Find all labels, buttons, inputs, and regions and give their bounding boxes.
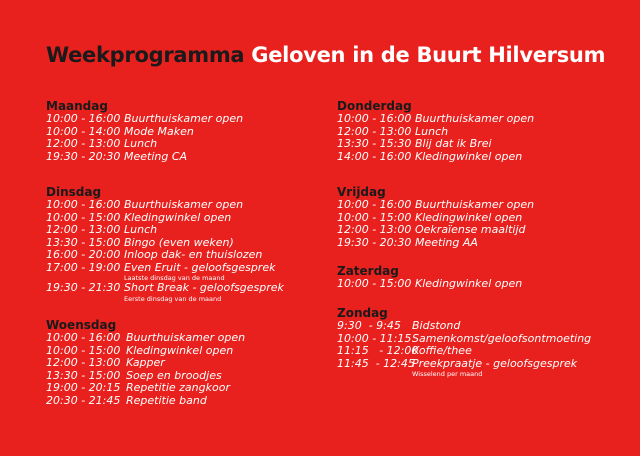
day-zondag [337,306,591,378]
activity: Buurthuiskamer open [124,112,244,125]
title-subtitle: Geloven in de Buurt Hilversum [251,43,606,67]
schedule-row [337,151,534,164]
day-heading: Zondag [337,306,388,320]
time-range: 12:00 - 13:00 [337,223,412,236]
time-range: 10:00 - 15:00 [46,210,121,224]
time-range: 14:00 - 16:00 [337,149,412,163]
activity: Buurthuiskamer open [415,198,535,211]
activity: Kledingwinkel open [415,277,523,290]
time-range: 13:30 - 15:00 [46,235,121,249]
schedule-row [337,113,534,126]
activity: Bingo (even weken) [124,235,234,249]
schedule-row [46,224,284,237]
activity: Lunch [415,124,449,138]
activity: Koffie/thee [412,344,472,357]
activity: Inloop dak- en thuislozen [124,248,263,261]
activity: Meeting AA [415,235,478,249]
schedule-row [337,358,591,371]
schedule-row [337,278,522,291]
schedule-row [46,199,284,212]
activity: Oekraïense maaltijd [415,223,526,236]
time-range: 17:00 - 19:00 [46,260,121,274]
schedule-row [337,345,591,358]
activity: Buurthuiskamer open [126,331,246,344]
time-range: 10:00 - 15:00 [337,210,412,224]
activity: Samenkomst/geloofsontmoeting [412,331,592,345]
activity: Even Eruit - geloofsgesprek [124,260,276,274]
schedule-row [46,282,284,295]
activity: Kledingwinkel open [415,210,523,224]
time-range: 10:00 - 15:00 [337,277,412,290]
time-range: 10:00 - 15:00 [46,343,121,357]
time-range: 9:30 - 9:45 [337,319,401,332]
day-donderdag [337,99,534,163]
day-maandag [46,99,243,163]
schedule-row [337,320,591,333]
day-heading: Maandag [46,99,108,113]
activity: Kledingwinkel open [415,149,523,163]
activity: Lunch [124,137,158,150]
schedule-row [337,138,534,151]
time-range: 10:00 - 16:00 [337,112,412,125]
day-vrijdag [337,185,534,249]
time-range: 16:00 - 20:00 [46,248,121,261]
time-range: 12:00 - 13:00 [46,223,121,236]
day-woensdag [46,318,245,407]
schedule-row [46,395,245,408]
schedule-row [337,224,534,237]
day-heading: Vrijdag [337,185,386,199]
activity: Bidstond [412,319,461,332]
time-range: 10:00 - 14:00 [46,124,121,138]
activity: Blij dat ik Brei [415,137,492,150]
page-title [46,43,605,67]
activity: Kapper [126,356,165,369]
time-range: 10:00 - 16:00 [46,198,121,211]
time-range: 13:30 - 15:00 [46,368,121,382]
schedule-row [46,151,243,164]
time-range: 19:30 - 20:30 [337,235,412,249]
day-zaterdag [337,264,522,291]
day-dinsdag [46,185,284,303]
title-weekprogramma: Weekprogramma [46,43,245,67]
activity: Repetitie zangkoor [126,381,230,394]
time-range: 20:30 - 21:45 [46,393,121,407]
activity: Mode Maken [124,124,194,138]
time-range: 10:00 - 16:00 [46,331,121,344]
time-range: 19:30 - 21:30 [46,281,121,294]
time-range: 19:00 - 20:15 [46,381,121,394]
time-range: 10:00 - 11:15 [337,331,412,345]
day-heading: Zaterdag [337,264,399,278]
schedule-row [46,357,245,370]
schedule-row [46,138,243,151]
schedule-row [337,237,534,250]
time-range: 10:00 - 16:00 [337,198,412,211]
time-range: 10:00 - 16:00 [46,112,121,125]
activity: Kledingwinkel open [124,210,232,224]
time-range: 13:30 - 15:30 [337,137,412,150]
activity: Short Break - geloofsgesprek [124,281,284,294]
schedule-row [46,113,243,126]
activity-note: Eerste dinsdag van de maand [124,294,222,303]
activity: Soep en broodjes [126,368,222,382]
activity: Preekpraatje - geloofsgesprek [412,356,578,370]
activity: Repetitie band [126,393,207,407]
day-heading: Donderdag [337,99,412,113]
time-range: 19:30 - 20:30 [46,149,121,163]
schedule-row [46,249,284,262]
time-range: 12:00 - 13:00 [337,124,412,138]
time-range: 11:45 - 12:45 [337,356,415,370]
time-range: 12:00 - 13:00 [46,356,121,369]
day-heading: Dinsdag [46,185,102,199]
activity: Lunch [124,223,158,236]
activity: Meeting CA [124,149,188,163]
schedule-row [337,199,534,212]
activity-note: Laatste dinsdag van de maand [124,274,225,282]
activity: Buurthuiskamer open [124,198,244,211]
activity-note: Wisselend per maand [412,370,483,378]
schedule-row [46,382,245,395]
activity: Buurthuiskamer open [415,112,535,125]
schedule-row [46,262,284,275]
schedule-row [46,332,245,345]
time-range: 12:00 - 13:00 [46,137,121,150]
time-range: 11:15 - 12:00 [337,344,419,357]
activity: Kledingwinkel open [126,343,234,357]
day-heading: Woensdag [46,318,117,332]
